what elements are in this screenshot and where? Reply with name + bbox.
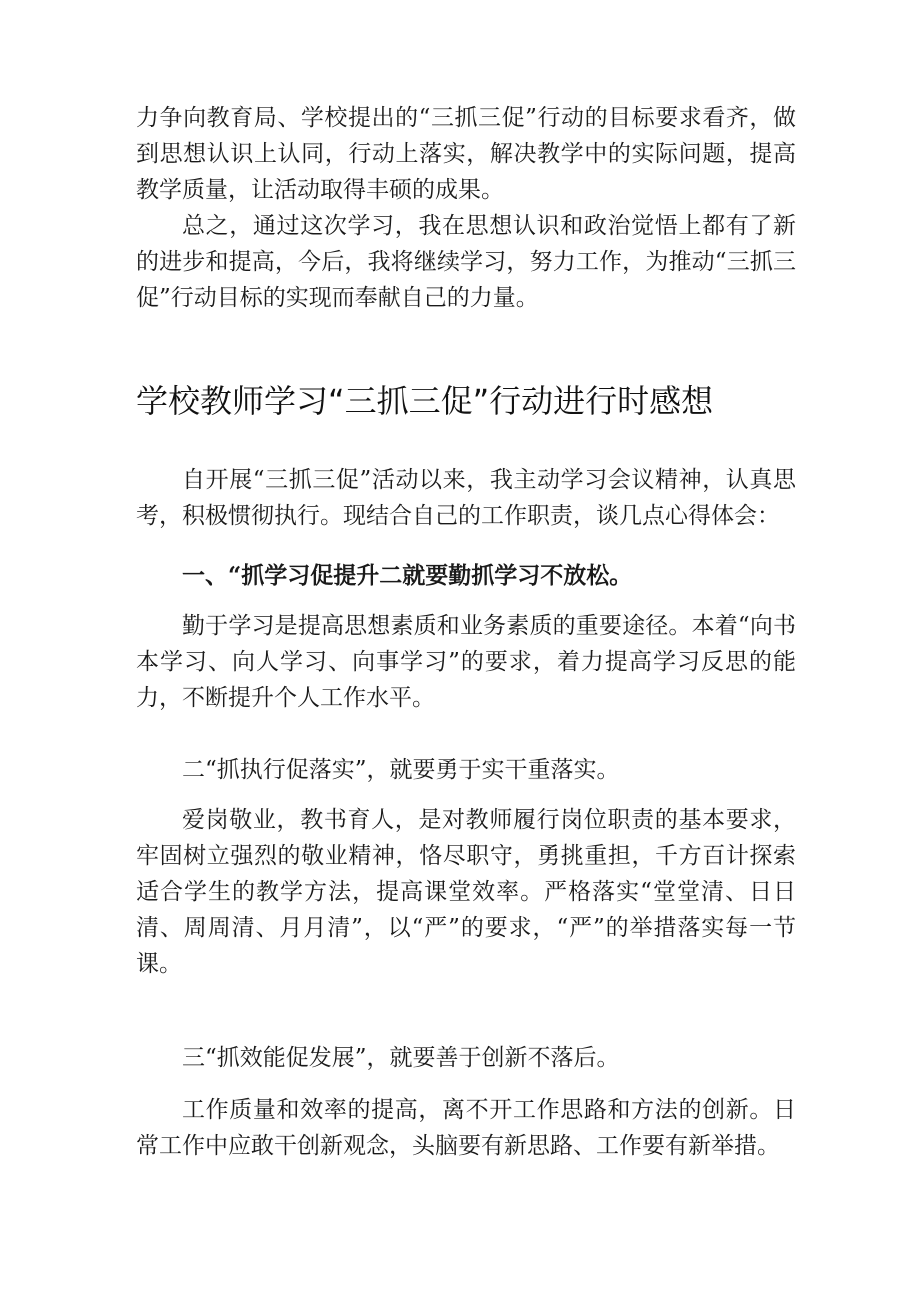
section-heading-1: 一、“抓学习促提升二就要勤抓学习不放松。 — [182, 562, 633, 589]
paragraph-summary: 总之，通过这次学习，我在思想认识和政治觉悟上都有了新的进步和提高，今后，我将继续学习，努力工作，为推动“三抓三促”行动目标的实现而奉献自己的力量。 — [136, 213, 796, 311]
paragraph-section-1: 勤于学习是提高思想素质和业务素质的重要途径。本着“向书本学习、向人学习、向事学习”的要求，着力提高学习反思的能力，不断提升个人工作水平。 — [136, 613, 796, 711]
paragraph-section-2: 爱岗敬业，教书育人，是对教师履行岗位职责的基本要求，牢固树立强烈的敬业精神，恪尽职守，勇挑重担，千方百计探索适合学生的教学方法，提高课堂效率。严格落实“堂堂清、日日清、周周清、月月清”，以“严”的要求，“严”的举措落实每一节课。 — [136, 807, 796, 977]
paragraph-section-3: 工作质量和效率的提高，离不开工作思路和方法的创新。日常工作中应敢干创新观念，头脑要有新思路、工作要有新举措。 — [136, 1097, 796, 1159]
section-heading-3: 三“抓效能促发展”，就要善于创新不落后。 — [182, 1045, 620, 1071]
article-title: 学校教师学习“三抓三促”行动进行时感想 — [136, 382, 714, 420]
paragraph-goal: 力争向教育局、学校提出的“三抓三促”行动的目标要求看齐，做到思想认识上认同，行动上落实，解决教学中的实际问题，提高教学质量，让活动取得丰硕的成果。 — [136, 105, 796, 203]
paragraph-intro: 自开展“三抓三促”活动以来，我主动学习会议精神，认真思考，积极惯彻执行。现结合自己的工作职责，谈几点心得体会： — [136, 467, 796, 529]
section-heading-2: 二“抓执行促落实”，就要勇于实干重落实。 — [182, 757, 620, 783]
